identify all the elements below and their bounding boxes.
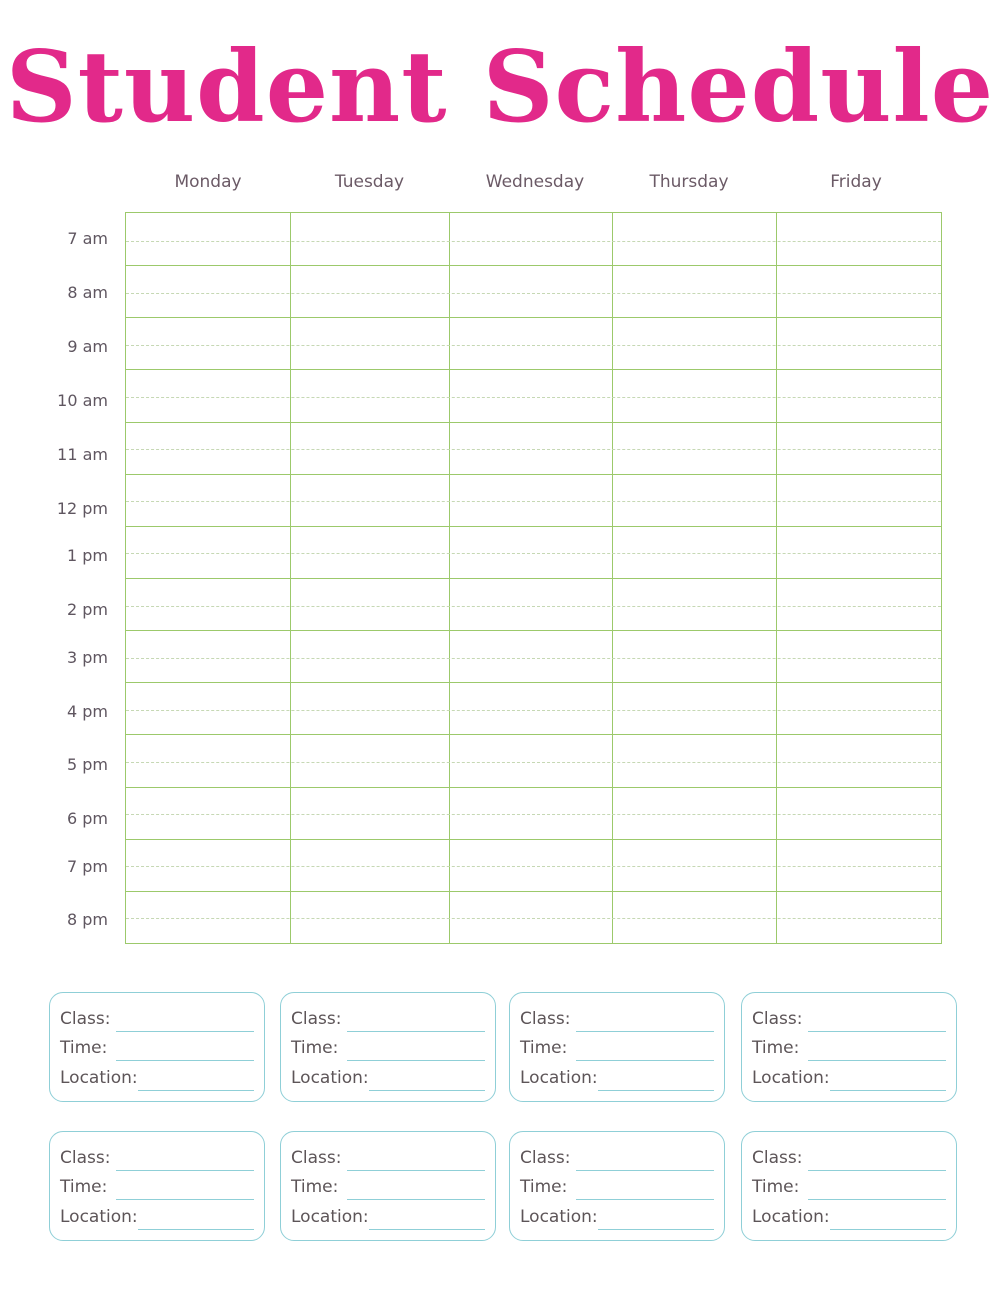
time-label: 12 pm bbox=[56, 499, 108, 518]
dashed-guide-line bbox=[126, 606, 941, 607]
location-write-line[interactable] bbox=[598, 1090, 714, 1091]
row-divider bbox=[126, 891, 941, 892]
time-label: 5 pm bbox=[66, 755, 108, 774]
row-divider bbox=[126, 317, 941, 318]
location-label: Location: bbox=[291, 1068, 369, 1088]
location-write-line[interactable] bbox=[598, 1229, 714, 1230]
row-divider bbox=[126, 474, 941, 475]
row-divider bbox=[126, 787, 941, 788]
class-row bbox=[60, 1008, 254, 1032]
time-label: 11 am bbox=[57, 445, 108, 464]
class-card bbox=[509, 1131, 725, 1241]
location-write-line[interactable] bbox=[138, 1090, 254, 1091]
time-label: Time: bbox=[752, 1038, 800, 1058]
time-label: 1 pm bbox=[66, 546, 108, 565]
location-label: Location: bbox=[60, 1207, 138, 1227]
time-row bbox=[60, 1037, 254, 1061]
time-label: 4 pm bbox=[66, 702, 108, 721]
dashed-guide-line bbox=[126, 241, 941, 242]
day-header-thursday: Thursday bbox=[649, 172, 729, 192]
time-label: 2 pm bbox=[66, 600, 108, 619]
class-card bbox=[280, 992, 496, 1102]
schedule-grid[interactable] bbox=[125, 212, 942, 944]
time-write-line[interactable] bbox=[116, 1199, 254, 1200]
time-label: 8 pm bbox=[66, 910, 108, 929]
class-row bbox=[520, 1008, 714, 1032]
dashed-guide-line bbox=[126, 762, 941, 763]
time-label: Time: bbox=[520, 1038, 568, 1058]
class-card bbox=[49, 992, 265, 1102]
class-row bbox=[520, 1147, 714, 1171]
location-label: Location: bbox=[752, 1068, 830, 1088]
location-label: Location: bbox=[60, 1068, 138, 1088]
dashed-guide-line bbox=[126, 814, 941, 815]
location-label: Location: bbox=[752, 1207, 830, 1227]
time-write-line[interactable] bbox=[347, 1199, 485, 1200]
location-label: Location: bbox=[291, 1207, 369, 1227]
time-label: 10 am bbox=[57, 391, 108, 410]
row-divider bbox=[126, 369, 941, 370]
location-row bbox=[752, 1067, 946, 1091]
location-write-line[interactable] bbox=[369, 1090, 485, 1091]
location-label: Location: bbox=[520, 1068, 598, 1088]
location-row bbox=[60, 1067, 254, 1091]
day-header-friday: Friday bbox=[830, 172, 882, 192]
location-row bbox=[520, 1206, 714, 1230]
time-label: Time: bbox=[752, 1177, 800, 1197]
dashed-guide-line bbox=[126, 658, 941, 659]
location-row bbox=[291, 1206, 485, 1230]
dashed-guide-line bbox=[126, 553, 941, 554]
dashed-guide-line bbox=[126, 710, 941, 711]
class-row bbox=[60, 1147, 254, 1171]
location-label: Location: bbox=[520, 1207, 598, 1227]
day-header-row bbox=[0, 172, 1000, 202]
time-label: 7 am bbox=[67, 229, 108, 248]
time-row bbox=[520, 1176, 714, 1200]
class-row bbox=[752, 1147, 946, 1171]
class-write-line[interactable] bbox=[808, 1170, 946, 1171]
time-write-line[interactable] bbox=[808, 1199, 946, 1200]
class-label: Class: bbox=[520, 1148, 571, 1168]
location-write-line[interactable] bbox=[830, 1229, 946, 1230]
dashed-guide-line bbox=[126, 345, 941, 346]
time-label: Time: bbox=[60, 1177, 108, 1197]
dashed-guide-line bbox=[126, 866, 941, 867]
time-label: 9 am bbox=[67, 337, 108, 356]
class-label: Class: bbox=[291, 1009, 342, 1029]
dashed-guide-line bbox=[126, 397, 941, 398]
dashed-guide-line bbox=[126, 449, 941, 450]
location-write-line[interactable] bbox=[369, 1229, 485, 1230]
time-label: 7 pm bbox=[66, 857, 108, 876]
row-divider bbox=[126, 682, 941, 683]
time-write-line[interactable] bbox=[808, 1060, 946, 1061]
location-row bbox=[752, 1206, 946, 1230]
time-label: 3 pm bbox=[66, 648, 108, 667]
class-label: Class: bbox=[752, 1148, 803, 1168]
time-label: Time: bbox=[291, 1038, 339, 1058]
class-write-line[interactable] bbox=[347, 1031, 485, 1032]
class-row bbox=[291, 1147, 485, 1171]
class-card bbox=[280, 1131, 496, 1241]
class-card bbox=[741, 992, 957, 1102]
dashed-guide-line bbox=[126, 918, 941, 919]
row-divider bbox=[126, 630, 941, 631]
row-divider bbox=[126, 578, 941, 579]
row-divider bbox=[126, 422, 941, 423]
row-divider bbox=[126, 265, 941, 266]
page-title: Student Schedule bbox=[5, 30, 995, 145]
time-write-line[interactable] bbox=[347, 1060, 485, 1061]
location-row bbox=[291, 1067, 485, 1091]
time-label: Time: bbox=[60, 1038, 108, 1058]
location-row bbox=[520, 1067, 714, 1091]
class-card bbox=[741, 1131, 957, 1241]
location-row bbox=[60, 1206, 254, 1230]
time-row bbox=[752, 1176, 946, 1200]
class-write-line[interactable] bbox=[576, 1170, 714, 1171]
location-write-line[interactable] bbox=[138, 1229, 254, 1230]
class-label: Class: bbox=[752, 1009, 803, 1029]
time-row bbox=[291, 1176, 485, 1200]
row-divider bbox=[126, 734, 941, 735]
time-write-line[interactable] bbox=[116, 1060, 254, 1061]
class-card bbox=[509, 992, 725, 1102]
day-header-tuesday: Tuesday bbox=[334, 172, 405, 192]
time-row bbox=[752, 1037, 946, 1061]
class-label: Class: bbox=[60, 1009, 111, 1029]
class-label: Class: bbox=[60, 1148, 111, 1168]
time-label: Time: bbox=[291, 1177, 339, 1197]
class-card bbox=[49, 1131, 265, 1241]
class-write-line[interactable] bbox=[116, 1031, 254, 1032]
time-row bbox=[60, 1176, 254, 1200]
class-label: Class: bbox=[520, 1009, 571, 1029]
day-header-monday: Monday bbox=[174, 172, 242, 192]
row-divider bbox=[126, 839, 941, 840]
class-write-line[interactable] bbox=[116, 1170, 254, 1171]
location-write-line[interactable] bbox=[830, 1090, 946, 1091]
dashed-guide-line bbox=[126, 501, 941, 502]
time-row bbox=[520, 1037, 714, 1061]
class-row bbox=[291, 1008, 485, 1032]
class-write-line[interactable] bbox=[808, 1031, 946, 1032]
class-write-line[interactable] bbox=[576, 1031, 714, 1032]
time-label: Time: bbox=[520, 1177, 568, 1197]
row-divider bbox=[126, 526, 941, 527]
class-write-line[interactable] bbox=[347, 1170, 485, 1171]
time-label: 8 am bbox=[67, 283, 108, 302]
time-write-line[interactable] bbox=[576, 1060, 714, 1061]
day-header-wednesday: Wednesday bbox=[485, 172, 585, 192]
class-label: Class: bbox=[291, 1148, 342, 1168]
time-label: 6 pm bbox=[66, 809, 108, 828]
dashed-guide-line bbox=[126, 293, 941, 294]
time-write-line[interactable] bbox=[576, 1199, 714, 1200]
time-row bbox=[291, 1037, 485, 1061]
class-row bbox=[752, 1008, 946, 1032]
